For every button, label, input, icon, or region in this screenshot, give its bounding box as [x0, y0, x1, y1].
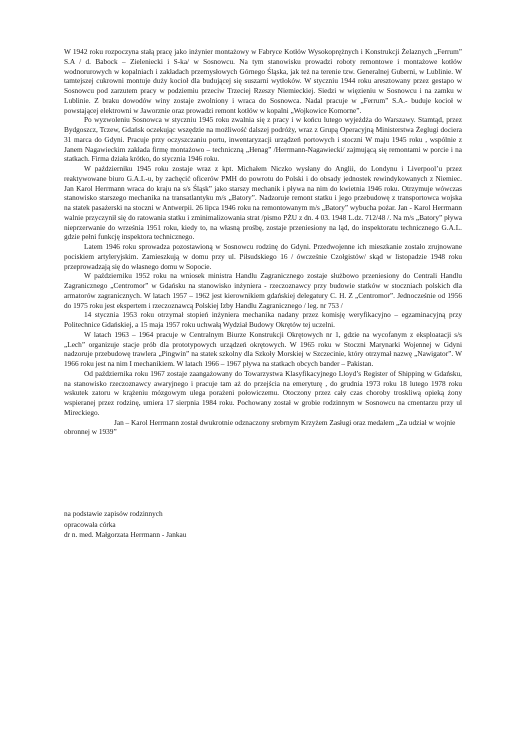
paragraph-1952-centromor: W październiku 1952 roku na wniosek ministra Handlu Zagranicznego zostaje służbowo przeniesiony do Centrali Handlu Zagranicznego „Centromor” w Gdańsku na stanowisko inżyniera - rzeczoznawcy przy budowie statków w stoczniach polskich dla armatorów zagranicznych. W latach 1957 – 1962 jest kierownikiem gdańskiej delegatury C. H. Z „Centromor”. Jednocześnie od 1956 do 1975 roku jest ekspertem i rzeczoznawcą Polskiej Izby Handlu Zagranicznego / leg. nr 753 / [64, 271, 462, 310]
paragraph-1945-gdynia: Po wyzwoleniu Sosnowca w styczniu 1945 roku zwalnia się z pracy i w końcu lutego wyjeżdża do Warszawy. Stamtąd, przez Bydgoszcz, Tczew, Gdańsk oczekując wszędzie na możliwość dalszej podróży, wraz z Grupą Operacyjną Ministerstwa Żeglugi dociera 31 marca do Gdyni. Pracuje przy oczyszczaniu portu, inwentaryzacji urządzeń portowych i stoczni W maju 1945 roku , wspólnie z Janem Nagawieckim zakłada firmę montażowo – techniczną „Henag” /Herrmann-Nagawiecki/ zajmującą się remontami w porcie i na statkach. Firma działa krótko, do stycznia 1946 roku. [64, 115, 462, 164]
signature-prepared-by: opracowała córka [64, 519, 116, 529]
paragraph-1942-ferrum: W 1942 roku rozpoczyna stałą pracę jako inżynier montażowy w Fabryce Kotłów Wysokoprężnych i Konstrukcji Żelaznych „Ferrum” S.A / d. Babock – Zieleniecki i S-ka/ w Sosnowcu. Na tym stanowisku prowadzi roboty remontowe i montażowe kotłów wodnorurowych w kopalniach i zakładach przemysłowych Górnego Śląska, jak też na terenie tzw. Generalnej Guberni, w Lublinie. W tamtejszej cukrowni montuje duży kocioł dla budującej się suszarni wytłoków. W styczniu 1944 roku aresztowany przez gestapo w Sosnowcu pod zarzutem pracy w podziemiu przeciw Trzeciej Rzeszy Niemieckiej. Siedzi w więzieniu w Sosnowcu i na zamku w Lublinie. Z braku dowodów winy zostaje zwolniony i wraca do Sosnowca. Nadal pracuje w „Ferrum” S.A.- buduje kocioł w powstającej elektrowni w Jaworznie oraz prowadzi remont kotłów w kopalni „Wojkowice Komorne”. [64, 47, 462, 115]
paragraph-1953-engineer-degree: 14 stycznia 1953 roku otrzymał stopień inżyniera mechanika nadany przez komisję weryfikacyjno – egzaminacyjną przy Politechnice Gdańskiej, a 15 maja 1957 roku uchwałą Wydział Budowy Okrętów tej uczelni. [64, 310, 462, 329]
signature-author-name: dr n. med. Małgorzata Herrmann - Jankau [64, 530, 187, 539]
paragraph-1945-england-batory: W październiku 1945 roku zostaje wraz z kpt. Michałem Niczko wysłany do Anglii, do Londynu i Liverpool’u przez reaktywowane biuro G.A.L-u, by zachęcić oficerów PMH do powrotu do Polski i do obsady jednostek rewindykowanych z Niemiec. Jan Karol Herrmann wraca do kraju na s/s Śląsk” jako starszy mechanik i pływa na nim do kwietnia 1946 roku. Otrzymuje wówczas stanowisko starszego mechanika na transatlantyku m/s „Batory”. Nadzoruje remont statku i jego przebudowę z transportowca wojska na statek pasażerski na stoczni w Antwerpii. 26 lipca 1946 roku na remontowanym m/s „Batory” wybucha pożar. Jan - Karol Herrmann walnie przyczynił się do ratowania statku i zminimalizowania strat /pismo PŻU z dn. 4 03. 1948 L.dz. 712/48 /. Na m/s „Batory” pływa nieprzerwanie do września 1951 roku, kiedy to, na własną prośbę, zostaje przeniesiony na ląd, do inspektoratu technicznego G.A.L. gdzie pełni funkcję inspektora technicznego. [64, 164, 462, 242]
paragraph-1946-family: Latem 1946 roku sprowadza pozostawioną w Sosnowcu rodzinę do Gdyni. Przedwojenne ich mieszkanie zostało zrujnowane pociskiem artyleryjskim. Zamieszkują w domu przy ul. Piłsudskiego 16 / ówcześnie Czołgistów/ skąd w listopadzie 1948 roku przeprowadzają się do własnego domu w Sopocie. [64, 242, 462, 271]
paragraph-decorations: Jan – Karol Herrmann został dwukrotnie odznaczony srebrnym Krzyżem Zasługi oraz medalem „Za udział w wojnie obronnej w 1939” [64, 417, 456, 437]
biography-text [64, 47, 462, 437]
paragraph-1967-lloyds: Od października roku 1967 zostaje zaangażowany do Towarzystwa Klasyfikacyjnego Lloyd’s Register of Shipping w Gdańsku, na stanowisko rzeczoznawcy awaryjnego i pracuje tam aż do przejścia na emeryturę , do grudnia 1973 roku 18 lutego 1978 roku wskutek zatoru w krążeniu mózgowym ulega porażeni połowiczemu. Otoczony przez cały czas choroby troskliwą opieką żony wspieranej przez rodzinę, umiera 17 sierpnia 1984 roku. Pochowany został w grobie rodzinnym w Sosnowcu na cmentarzu przy ul Mireckiego. [64, 368, 462, 417]
author-signature [64, 509, 462, 541]
signature-source: na podstawie zapisów rodzinnych [64, 509, 163, 518]
paragraph-1963-design-office: W latach 1963 – 1964 pracuje w Centralnym Biurze Konstrukcji Okrętowych nr 1, gdzie na wycofanym z eksploatacji s/s „Lech” organizuje stacje prób dla prototypowych urządzeń okrętowych. W 1965 roku w Stoczni Marynarki Wojennej w Gdyni nadzoruje przebudowę trawlera „Pingwin” na statek szkolny dla Szkoły Morskiej w Szczecinie, który otrzymał nazwę „Nawigator”. W 1966 roku jest na nim I mechanikiem. W latach 1966 – 1967 pływa na statkach obcych bander – Pakistan. [64, 329, 462, 368]
